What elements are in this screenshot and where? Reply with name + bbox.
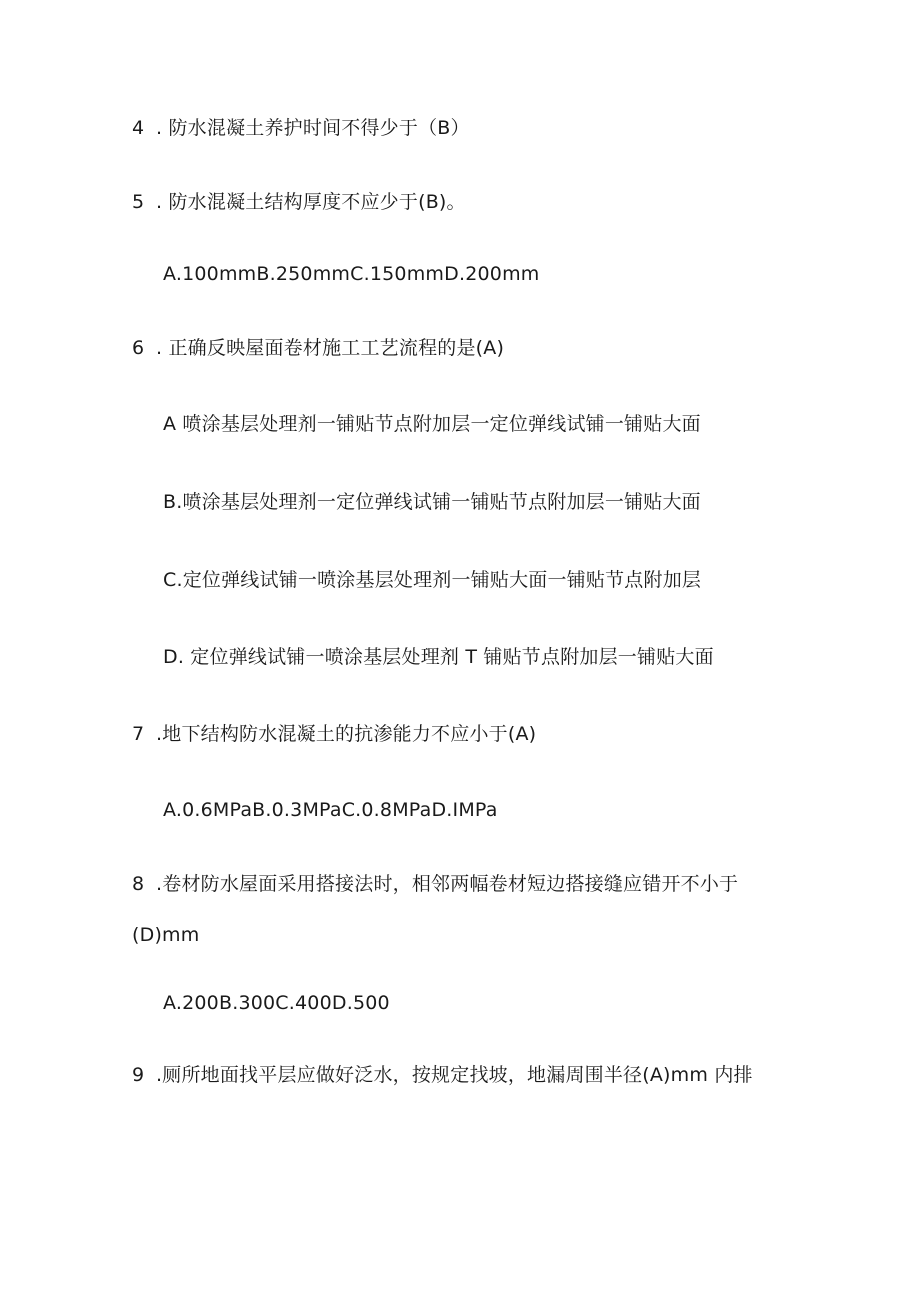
question-text: . 正确反映屋面卷材施工工艺流程的是(A) — [156, 337, 505, 359]
question-6-option-a: A 喷涂基层处理剂一铺贴节点附加层一定位弹线试铺一铺贴大面 — [163, 413, 701, 435]
question-number: 6 — [132, 337, 145, 359]
question-number: 9 — [132, 1064, 145, 1086]
question-text: .厕所地面找平层应做好泛水，按规定找坡，地漏周围半径(A)mm 内排 — [156, 1064, 753, 1086]
question-5-options: A.100mmB.250mmC.150mmD.200mm — [163, 263, 540, 285]
question-8-continuation: (D)mm — [132, 924, 200, 946]
question-6-option-d: D. 定位弹线试铺一喷涂基层处理剂 T 铺贴节点附加层一铺贴大面 — [163, 646, 714, 668]
question-number: 8 — [132, 873, 145, 895]
question-6-option-c: C.定位弹线试铺一喷涂基层处理剂一铺贴大面一铺贴节点附加层 — [163, 569, 702, 591]
question-4 — [132, 116, 470, 140]
question-number: 5 — [132, 191, 145, 213]
question-text: . 防水混凝土养护时间不得少于（B） — [156, 117, 470, 139]
question-text: .地下结构防水混凝土的抗渗能力不应小于(A) — [156, 723, 537, 745]
question-text: .卷材防水屋面采用搭接法时，相邻两幅卷材短边搭接缝应错开不小于 — [156, 873, 739, 895]
question-8 — [132, 872, 738, 896]
question-6 — [132, 336, 504, 360]
question-number: 4 — [132, 117, 145, 139]
question-7-options: A.0.6MPaB.0.3MPaC.0.8MPaD.IMPa — [163, 799, 498, 821]
question-6-option-b: B.喷涂基层处理剂一定位弹线试铺一铺贴节点附加层一铺贴大面 — [163, 491, 701, 513]
question-8-options: A.200B.300C.400D.500 — [163, 992, 390, 1014]
question-7 — [132, 722, 536, 746]
question-9 — [132, 1063, 753, 1087]
question-text: . 防水混凝土结构厚度不应少于(B)。 — [156, 191, 466, 213]
question-5 — [132, 190, 466, 214]
question-number: 7 — [132, 723, 145, 745]
